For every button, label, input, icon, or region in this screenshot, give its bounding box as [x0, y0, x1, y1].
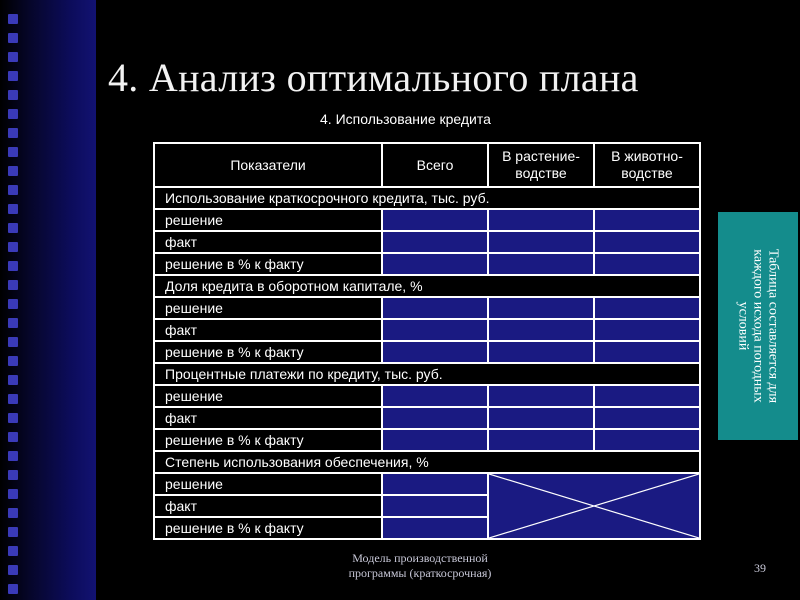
footer-line: программы (краткосрочная) [348, 566, 492, 580]
side-note-box [718, 212, 798, 440]
row-label: решение в % к факту [154, 341, 382, 363]
row-label: решение в % к факту [154, 253, 382, 275]
row-label: решение [154, 473, 382, 495]
sprocket-hole [8, 394, 18, 404]
page-number: 39 [754, 561, 766, 575]
sprocket-hole [8, 166, 18, 176]
value-cell [594, 385, 700, 407]
row-label: факт [154, 495, 382, 517]
row-label: факт [154, 319, 382, 341]
section-title: Степень использования обеспечения, % [154, 451, 700, 473]
sprocket-hole [8, 527, 18, 537]
value-cell [488, 407, 594, 429]
value-cell [594, 429, 700, 451]
sprocket-hole [8, 223, 18, 233]
table-row [154, 473, 700, 495]
value-cell [488, 385, 594, 407]
value-cell [382, 473, 488, 495]
row-label: решение [154, 297, 382, 319]
row-label: решение в % к факту [154, 429, 382, 451]
value-cell [594, 297, 700, 319]
table-row [154, 385, 700, 407]
section-row [154, 451, 700, 473]
value-cell [594, 231, 700, 253]
credit-usage-table [153, 142, 701, 540]
table-row [154, 407, 700, 429]
side-note-text: Таблица составляется для каждого исхода погодных условий [735, 248, 781, 404]
sprocket-hole [8, 242, 18, 252]
value-cell [594, 209, 700, 231]
section-title: Доля кредита в оборотном капитале, % [154, 275, 700, 297]
sprocket-hole [8, 546, 18, 556]
sprocket-hole [8, 584, 18, 594]
value-cell [382, 319, 488, 341]
section-row [154, 187, 700, 209]
header-indicators: Показатели [154, 143, 382, 187]
sprocket-hole [8, 33, 18, 43]
sprocket-hole [8, 52, 18, 62]
sprocket-hole [8, 470, 18, 480]
value-cell [382, 231, 488, 253]
sprocket-hole [8, 451, 18, 461]
value-cell [382, 297, 488, 319]
table-row [154, 319, 700, 341]
table-row [154, 297, 700, 319]
value-cell [382, 341, 488, 363]
table-row [154, 209, 700, 231]
row-label: решение [154, 385, 382, 407]
sprocket-hole [8, 147, 18, 157]
sprocket-hole [8, 432, 18, 442]
value-cell [488, 209, 594, 231]
value-cell [488, 341, 594, 363]
sprocket-hole [8, 204, 18, 214]
sprocket-hole [8, 128, 18, 138]
slide-footer [300, 551, 540, 581]
row-label: факт [154, 407, 382, 429]
value-cell [594, 253, 700, 275]
value-cell [488, 231, 594, 253]
sprocket-hole [8, 318, 18, 328]
sprocket-hole [8, 375, 18, 385]
header-livestock: В животно-водстве [594, 143, 700, 187]
table-row [154, 429, 700, 451]
sprocket-hole [8, 508, 18, 518]
sprocket-hole [8, 280, 18, 290]
header-crop-production: В растение-водстве [488, 143, 594, 187]
sprocket-hole [8, 413, 18, 423]
sprocket-hole [8, 109, 18, 119]
section-title: Использование краткосрочного кредита, тыс. руб. [154, 187, 700, 209]
section-title: Процентные платежи по кредиту, тыс. руб. [154, 363, 700, 385]
cross-out-mark [489, 474, 699, 538]
sprocket-hole [8, 489, 18, 499]
value-cell [488, 253, 594, 275]
section-row [154, 363, 700, 385]
table-row [154, 341, 700, 363]
sprocket-hole [8, 71, 18, 81]
value-cell [382, 209, 488, 231]
value-cell [382, 385, 488, 407]
row-label: решение [154, 209, 382, 231]
slide-title: 4. Анализ оптимального плана [108, 55, 639, 100]
table-header-row [154, 143, 700, 187]
table-row [154, 253, 700, 275]
sprocket-hole [8, 14, 18, 24]
section-row [154, 275, 700, 297]
header-total: Всего [382, 143, 488, 187]
sprocket-hole [8, 90, 18, 100]
value-cell [594, 319, 700, 341]
sprocket-hole [8, 356, 18, 366]
footer-line: Модель производственной [352, 551, 488, 565]
sprocket-hole [8, 185, 18, 195]
sprocket-hole [8, 565, 18, 575]
value-cell [382, 495, 488, 517]
sprocket-hole [8, 261, 18, 271]
sprocket-hole [8, 337, 18, 347]
row-label: факт [154, 231, 382, 253]
table-row [154, 231, 700, 253]
table-caption: 4. Использование кредита [320, 111, 491, 127]
value-cell [488, 429, 594, 451]
value-cell [382, 253, 488, 275]
row-label: решение в % к факту [154, 517, 382, 539]
value-cell [382, 517, 488, 539]
sprocket-hole [8, 299, 18, 309]
value-cell [594, 341, 700, 363]
not-applicable-cell [488, 473, 700, 539]
value-cell [382, 407, 488, 429]
value-cell [594, 407, 700, 429]
value-cell [488, 297, 594, 319]
value-cell [488, 319, 594, 341]
filmstrip-border [0, 0, 96, 600]
value-cell [382, 429, 488, 451]
